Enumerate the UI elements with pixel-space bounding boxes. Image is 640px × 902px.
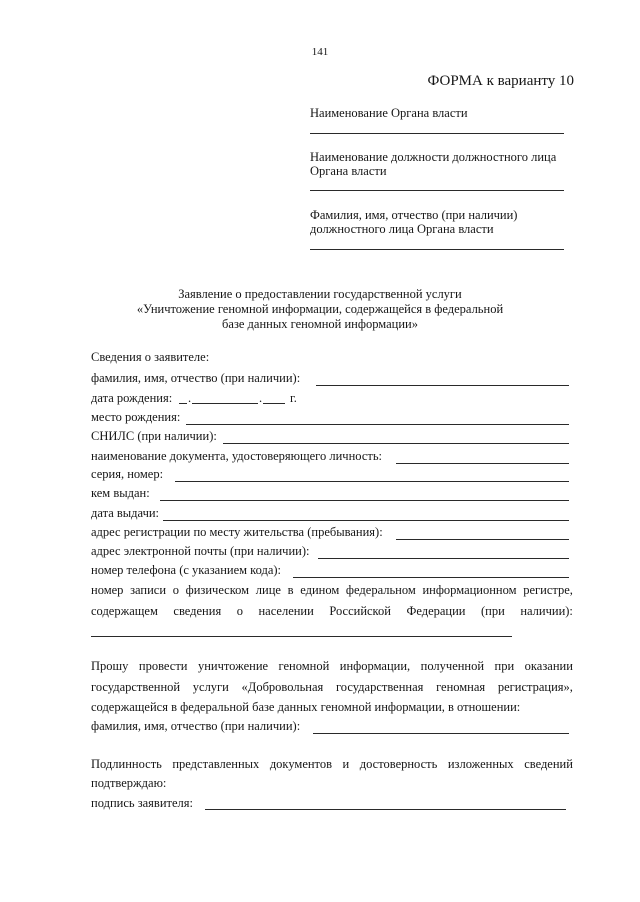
id-doc-name-label: наименование документа, удостоверяющего личность: <box>91 449 383 463</box>
registry-label-line-1 <box>91 583 573 598</box>
series-number-label: серия, номер: <box>91 467 164 481</box>
official-fio-label-1: Фамилия, имя, отчество (при наличии) <box>310 208 518 222</box>
reg-address-label: адрес регистрации по месту жительства (пребывания): <box>91 525 383 539</box>
word: услуги <box>192 680 229 694</box>
official-fio-line[interactable] <box>310 249 564 250</box>
word: в <box>287 583 294 597</box>
request-fio-line[interactable] <box>313 733 569 734</box>
applicant-fio-label: фамилия, имя, отчество (при наличии): <box>91 371 301 385</box>
confirmation-line-2: подтверждаю: <box>91 776 167 790</box>
registry-label-line-2 <box>91 604 573 619</box>
birth-day-line[interactable] <box>179 403 187 404</box>
word: физическом <box>185 583 250 597</box>
request-fio-label: фамилия, имя, отчество (при наличии): <box>91 719 301 733</box>
document-title-line-1: Заявление о предоставлении государственной услуги <box>178 287 462 301</box>
issued-by-line[interactable] <box>160 500 569 501</box>
word: провести <box>138 659 188 673</box>
request-line-3: содержащейся в федеральной базе данных геномной информации, в отношении: <box>91 700 521 714</box>
word: геномной <box>278 659 330 673</box>
confirmation-line-1 <box>91 757 573 772</box>
id-doc-name-line[interactable] <box>396 463 569 464</box>
word: достоверность <box>359 757 438 771</box>
word: наличии): <box>520 604 573 618</box>
official-fio-label-2: должностного лица Органа власти <box>310 222 494 236</box>
official-position-line[interactable] <box>310 190 564 191</box>
email-label: адрес электронной почты (при наличии): <box>91 544 310 558</box>
page-number: 141 <box>311 46 329 58</box>
snils-line[interactable] <box>223 443 569 444</box>
word: содержащем <box>91 604 158 618</box>
word: номер <box>91 583 124 597</box>
word: о <box>236 604 243 618</box>
official-position-label-1: Наименование должности должностного лица <box>310 150 557 164</box>
document-title-line-3: базе данных геномной информации» <box>222 317 418 331</box>
phone-label: номер телефона (с указанием кода): <box>91 563 282 577</box>
word: сведений <box>524 757 573 771</box>
word: полученной <box>420 659 485 673</box>
authority-name-line[interactable] <box>310 133 564 134</box>
word: сведения <box>173 604 222 618</box>
registry-number-line[interactable] <box>91 636 512 637</box>
signature-line[interactable] <box>205 809 566 810</box>
official-position-label-2: Органа власти <box>310 164 387 178</box>
word: информации, <box>339 659 411 673</box>
word: изложенных <box>447 757 514 771</box>
word: «Добровольная <box>241 680 324 694</box>
word: Подлинность <box>91 757 162 771</box>
word: населении <box>258 604 314 618</box>
snils-label: СНИЛС (при наличии): <box>91 429 217 443</box>
birth-date-label: дата рождения: <box>91 391 173 405</box>
applicant-heading: Сведения о заявителе: <box>91 350 210 364</box>
word: регистре, <box>523 583 573 597</box>
word: федеральном <box>345 583 416 597</box>
signature-label: подпись заявителя: <box>91 796 193 810</box>
email-line[interactable] <box>318 558 569 559</box>
word: представленных <box>172 757 260 771</box>
word: при <box>494 659 515 673</box>
form-title: ФОРМА к варианту 10 <box>427 73 574 89</box>
word: Федерации <box>406 604 466 618</box>
word: записи <box>130 583 167 597</box>
word: Прошу <box>91 659 129 673</box>
word: (при <box>481 604 505 618</box>
issued-by-label: кем выдан: <box>91 486 150 500</box>
birth-place-line[interactable] <box>186 424 569 425</box>
word: документов <box>269 757 333 771</box>
applicant-fio-line[interactable] <box>316 385 569 386</box>
birth-month-line[interactable] <box>192 403 258 404</box>
request-line-1 <box>91 659 573 674</box>
word: геномная <box>436 680 486 694</box>
document-title-line-2: «Уничтожение геномной информации, содержащейся в федеральной <box>136 302 504 316</box>
birth-year-line[interactable] <box>263 403 285 404</box>
issue-date-label: дата выдачи: <box>91 506 160 520</box>
birth-date-dot-1: . <box>188 391 192 405</box>
issue-date-line[interactable] <box>163 520 569 521</box>
birth-date-year-suffix: г. <box>290 391 297 405</box>
word: уничтожение <box>197 659 269 673</box>
word: едином <box>300 583 340 597</box>
word: и <box>342 757 350 771</box>
reg-address-line[interactable] <box>396 539 569 540</box>
word: государственная <box>335 680 424 694</box>
word: лице <box>255 583 281 597</box>
request-line-2 <box>91 680 573 695</box>
word: оказании <box>524 659 573 673</box>
word: о <box>172 583 179 597</box>
authority-name-label: Наименование Органа власти <box>310 106 468 120</box>
word: государственной <box>91 680 181 694</box>
series-number-line[interactable] <box>175 481 569 482</box>
word: регистрация», <box>497 680 573 694</box>
word: информационном <box>422 583 517 597</box>
birth-place-label: место рождения: <box>91 410 181 424</box>
word: Российской <box>329 604 391 618</box>
birth-date-dot-2: . <box>259 391 263 405</box>
phone-line[interactable] <box>293 577 569 578</box>
